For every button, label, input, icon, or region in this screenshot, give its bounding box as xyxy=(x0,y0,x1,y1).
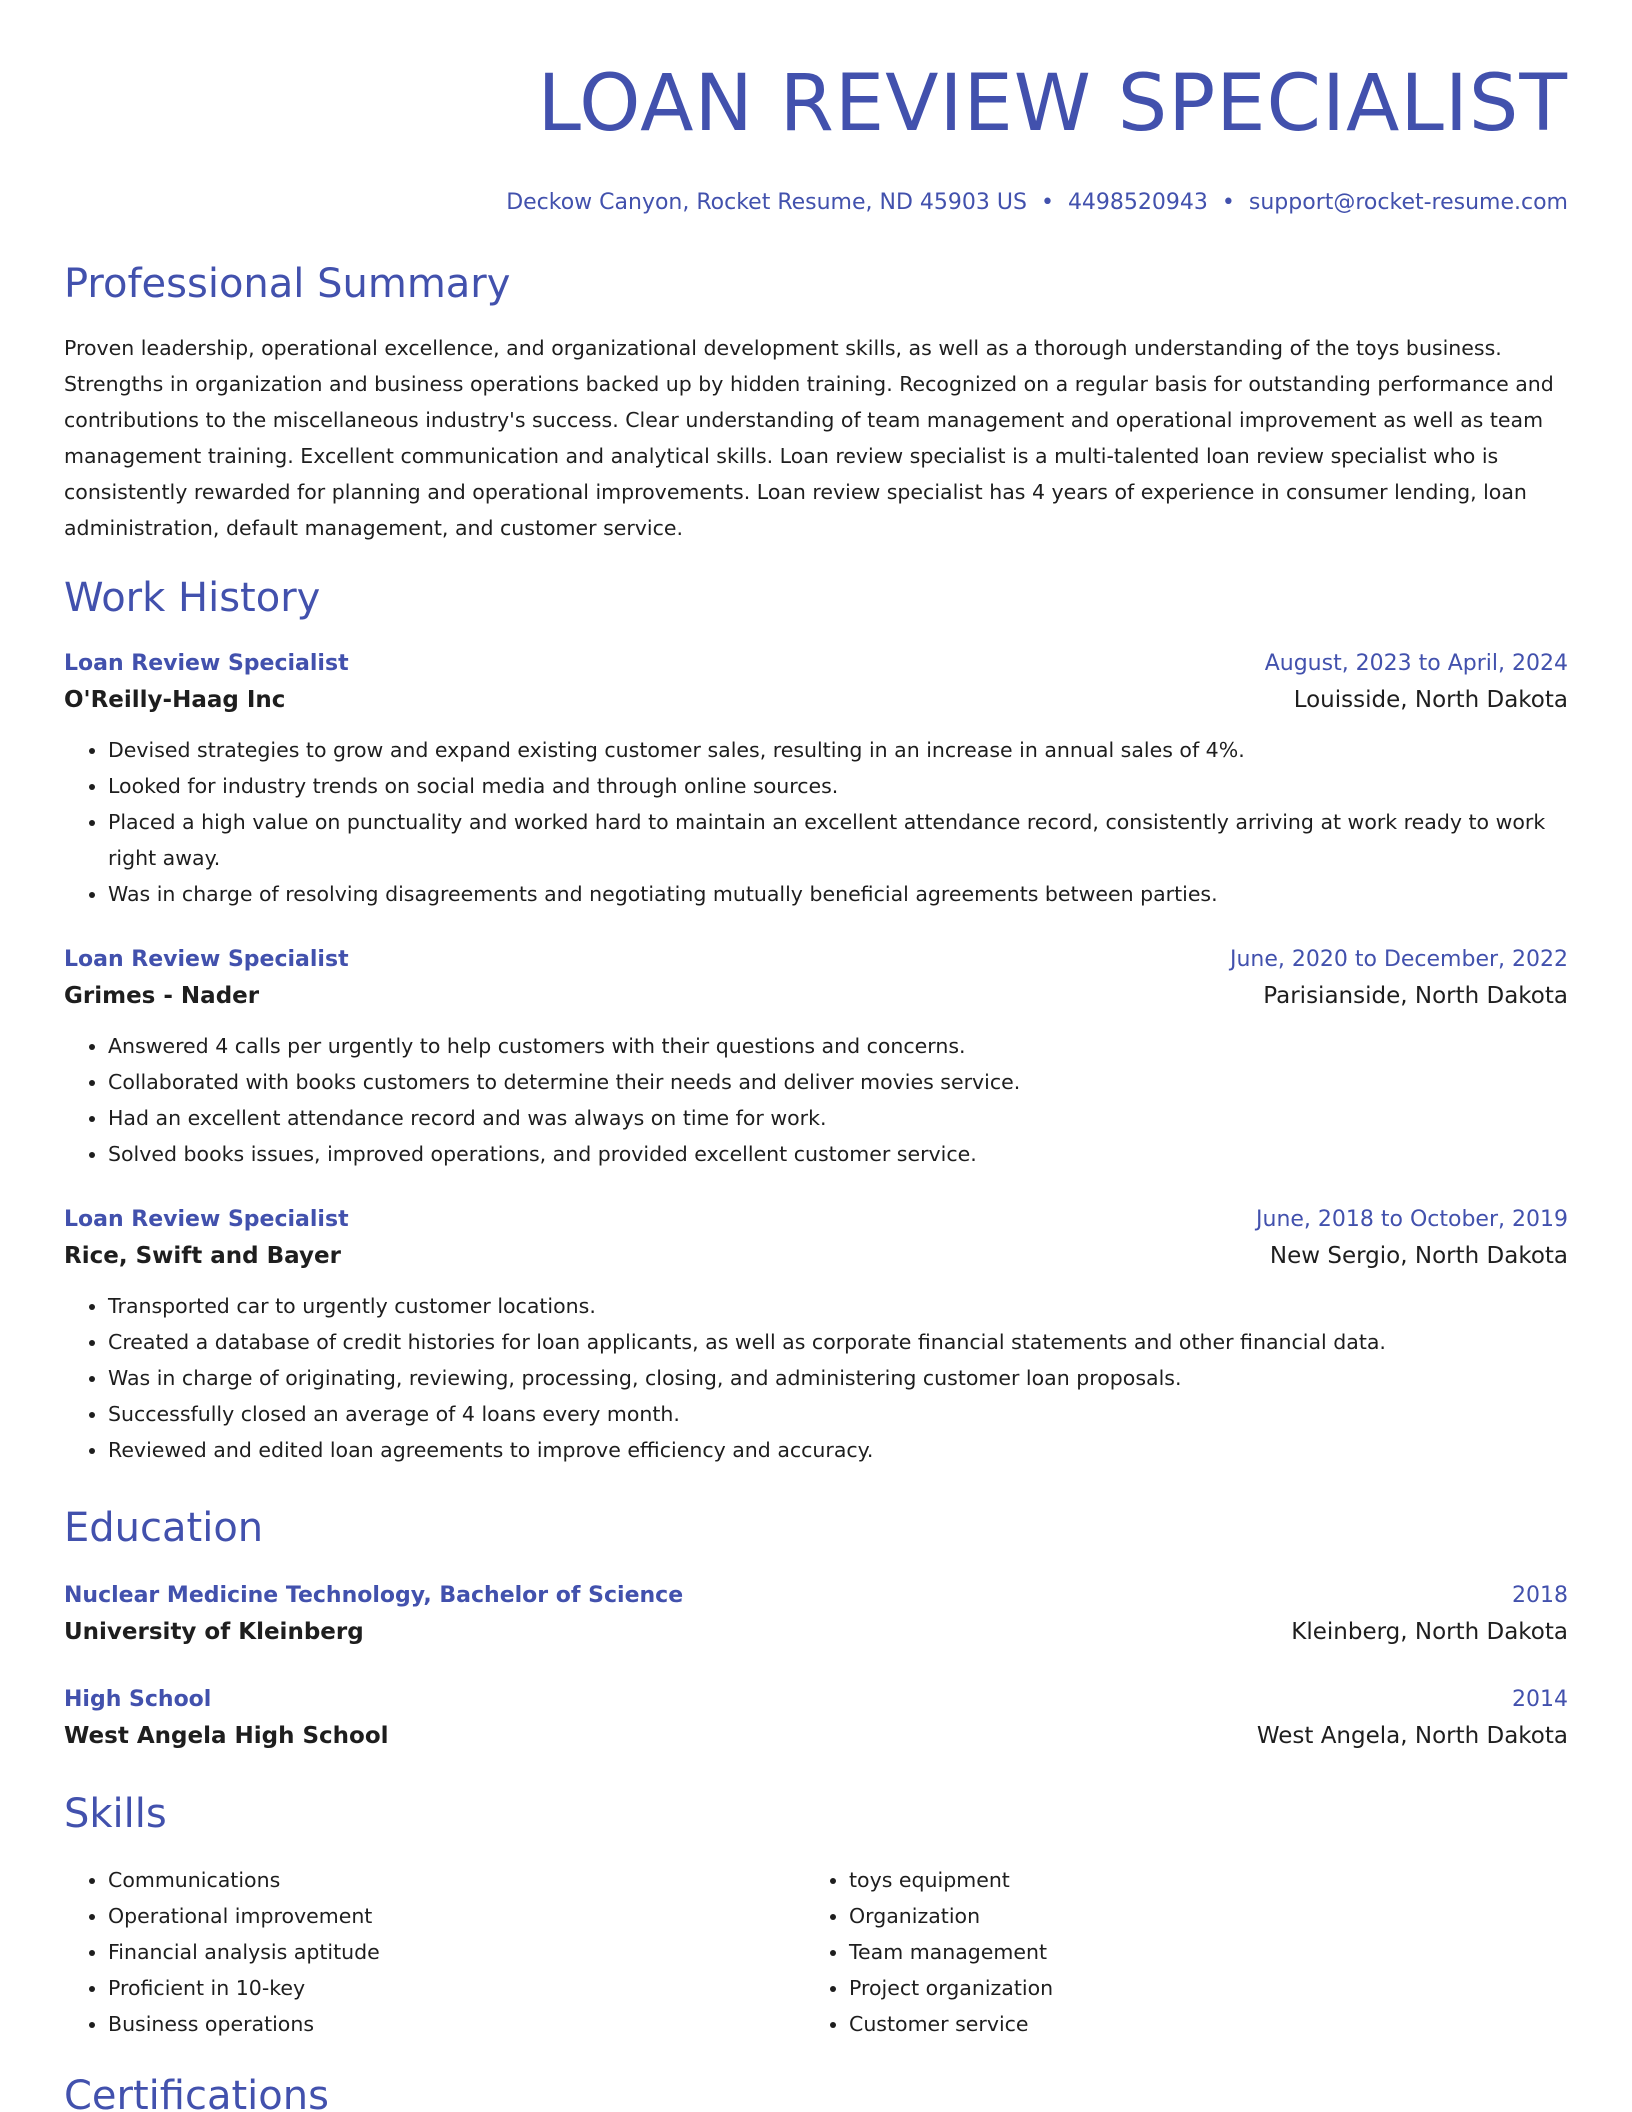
education-degree: Nuclear Medicine Technology, Bachelor of Science xyxy=(64,1583,684,1608)
skills-list-left xyxy=(64,1862,805,2042)
list-item: • Was in charge of resolving disagreements and negotiating mutually beneficial agreements between parties. xyxy=(108,876,1568,912)
education-year: 2014 xyxy=(1512,1687,1568,1712)
skill-item: • Communications xyxy=(108,1862,805,1898)
job-role: Loan Review Specialist xyxy=(64,947,349,972)
job-bullets xyxy=(64,1028,1568,1172)
list-item: • Was in charge of originating, reviewing, processing, closing, and administering customer loan proposals. xyxy=(108,1360,1568,1396)
job-role: Loan Review Specialist xyxy=(64,651,349,676)
job-dates: August, 2023 to April, 2024 xyxy=(1264,651,1568,676)
skill-item: • toys equipment xyxy=(849,1862,1546,1898)
list-item: • Had an excellent attendance record and was always on time for work. xyxy=(108,1100,1568,1136)
job-dates: June, 2020 to December, 2022 xyxy=(1229,947,1568,972)
education-location: West Angela, North Dakota xyxy=(1256,1723,1568,1749)
job-location: New Sergio, North Dakota xyxy=(1269,1243,1568,1269)
education-degree: High School xyxy=(64,1687,212,1712)
skill-item: • Business operations xyxy=(108,2006,805,2042)
skill-item: • Project organization xyxy=(849,1970,1546,2006)
list-item: • Looked for industry trends on social media and through online sources. xyxy=(108,768,1568,804)
candidate-title: LOAN REVIEW SPECIALIST xyxy=(537,59,1568,149)
work-history-heading: Work History xyxy=(64,575,321,621)
job-location: Parisianside, North Dakota xyxy=(1263,983,1568,1009)
job-entry xyxy=(64,1204,1568,1468)
list-item: • Devised strategies to grow and expand existing customer sales, resulting in an increase in annual sales of 4%. xyxy=(108,732,1568,768)
job-dates: June, 2018 to October, 2019 xyxy=(1256,1207,1568,1232)
list-item: • Solved books issues, improved operations, and provided excellent customer service. xyxy=(108,1136,1568,1172)
next-section-heading: Certifications xyxy=(64,2073,329,2112)
skill-item: • Financial analysis aptitude xyxy=(108,1934,805,1970)
education-year: 2018 xyxy=(1512,1583,1568,1608)
education-school: West Angela High School xyxy=(64,1723,389,1749)
education-entry xyxy=(64,1580,1568,1652)
skills-heading: Skills xyxy=(64,1791,167,1837)
list-item: • Transported car to urgently customer locations. xyxy=(108,1288,1568,1324)
list-item: • Reviewed and edited loan agreements to improve efficiency and accuracy. xyxy=(108,1432,1568,1468)
education-entry xyxy=(64,1684,1568,1756)
job-bullets xyxy=(64,1288,1568,1468)
list-item: • Answered 4 calls per urgently to help customers with their questions and concerns. xyxy=(108,1028,1568,1064)
contact-address: Deckow Canyon, Rocket Resume, ND 45903 US xyxy=(506,190,1027,215)
skill-item: • Proficient in 10-key xyxy=(108,1970,805,2006)
contact-email: support@rocket-resume.com xyxy=(1248,190,1568,215)
contact-phone: 4498520943 xyxy=(1067,190,1208,215)
education-heading: Education xyxy=(64,1505,264,1551)
list-item: • Collaborated with books customers to determine their needs and deliver movies service. xyxy=(108,1064,1568,1100)
summary-heading: Professional Summary xyxy=(64,261,511,307)
skill-item: • Organization xyxy=(849,1898,1546,1934)
list-item: • Placed a high value on punctuality and worked hard to maintain an excellent attendance record, consistently arriving at work ready to work right away. xyxy=(108,804,1568,876)
job-entry xyxy=(64,944,1568,1172)
skill-item: • Team management xyxy=(849,1934,1546,1970)
job-entry xyxy=(64,648,1568,912)
job-company: Grimes - Nader xyxy=(64,983,260,1009)
contact-line xyxy=(64,188,1568,218)
contact-separator: • xyxy=(1040,190,1054,215)
skills-list-right xyxy=(805,1862,1546,2042)
job-location: Louisside, North Dakota xyxy=(1293,687,1568,713)
job-company: O'Reilly-Haag Inc xyxy=(64,687,286,713)
skill-item: • Customer service xyxy=(849,2006,1546,2042)
contact-separator: • xyxy=(1221,190,1235,215)
education-school: University of Kleinberg xyxy=(64,1619,364,1645)
summary-text: Proven leadership, operational excellence, and organizational development skills, as well as a thorough understanding of the toys business. Strengths in organization and business operations backed up by hidden training. Recognized on a regular basis for outstanding performance and contributions to the miscellaneous industry's success. Clear understanding of team management and operational improvement as well as team management training. Excellent communication and analytical skills. Loan review specialist is a multi-talented loan review specialist who is consistently rewarded for planning and operational improvements. Loan review specialist has 4 years of experience in consumer lending, loan administration, default management, and customer service. xyxy=(64,336,1554,540)
education-location: Kleinberg, North Dakota xyxy=(1291,1619,1568,1645)
job-bullets xyxy=(64,732,1568,912)
skill-item: • Operational improvement xyxy=(108,1898,805,1934)
list-item: • Created a database of credit histories for loan applicants, as well as corporate financial statements and other financial data. xyxy=(108,1324,1568,1360)
job-company: Rice, Swift and Bayer xyxy=(64,1243,341,1269)
list-item: • Successfully closed an average of 4 loans every month. xyxy=(108,1396,1568,1432)
job-role: Loan Review Specialist xyxy=(64,1207,349,1232)
skills-grid xyxy=(64,1862,1568,2042)
